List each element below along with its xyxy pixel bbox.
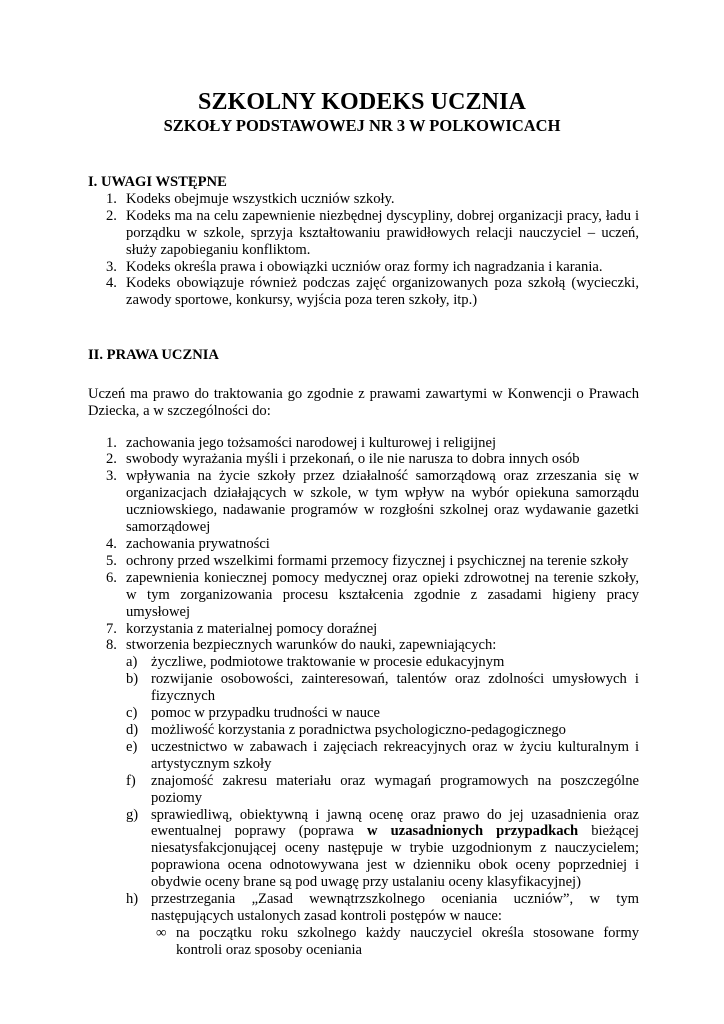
sublist-item [126,671,639,705]
list-number: 2. [106,451,117,468]
list-item-text: korzystania z materialnej pomocy doraźnej [126,620,378,637]
bullet-list [151,925,639,959]
sublist-letter: g) [126,806,139,823]
sublist-letter: f) [126,772,136,789]
list-number: 4. [106,536,117,552]
sublist-warunki [126,654,639,958]
sublist-letter: b) [126,671,139,688]
list-item [88,637,639,958]
sublist-item-text: życzliwe, podmiotowe traktowanie w procesie edukacyjnym [151,654,505,671]
list-number: 8. [106,637,117,654]
list-item-text: Kodeks określa prawa i obowiązki uczniów oraz formy ich nagradzania i karania. [126,258,603,275]
sublist-item [126,739,639,773]
list-number: 4. [106,275,117,292]
list-item [88,451,639,468]
sublist-item-text-part1: sprawiedliwą, obiektywną i jawną ocenę oraz prawo do jej uzasadnienia oraz ewentualnej poprawy (poprawa [151,806,639,840]
list-item [88,621,639,638]
list-number: 3. [106,468,117,485]
list-number: 1. [106,190,117,207]
list-item [88,208,639,259]
sublist-letter: c) [126,705,138,722]
document-subtitle: SZKOŁY PODSTAWOWEJ NR 3 W POLKOWICACH [163,116,561,135]
list-item-text: ochrony przed wszelkimi formami przemocy fizycznej i psychicznej na terenie szkoły [126,552,629,569]
list-item-text: zapewnienia koniecznej pomocy medycznej oraz opieki zdrowotnej na terenie szkoły, w tym zorganizowania procesu kształcenia zgodnie z zasadami higieny pracy umysłowej [126,569,639,620]
list-number: 5. [106,552,117,569]
list-item-text: stworzenia bezpiecznych warunków do nauki, zapewniających: [126,637,497,654]
document-body [88,170,639,959]
list-item [88,553,639,570]
sublist-letter: a) [126,654,138,671]
sublist-item [126,705,639,722]
list-item-text: wpływania na życie szkoły przez działalność samorządową oraz zrzeszania się w organizacjach działających w szkole, w tym wpływ na wybór opiekuna samorządu uczniowskiego, nadawanie programów w rozgłośni szkolnej oraz wydawanie gazetki samorządowej [126,468,639,536]
sublist-item [126,773,639,807]
list-item [88,435,639,452]
list-number: 3. [106,258,117,275]
list-number: 1. [106,434,117,451]
section1-list [88,191,639,309]
infinity-bullet-icon: ∞ [156,924,167,941]
sublist-item [126,722,639,739]
section-heading-prawa: II. PRAWA UCZNIA [88,347,219,364]
sublist-item-text: rozwijanie osobowości, zainteresowań, talentów oraz zdolności umysłowych i fizycznych [151,671,639,705]
document-title: SZKOLNY KODEKS UCZNIA [198,89,526,115]
list-item-text: Kodeks ma na celu zapewnienie niezbędnej dyscypliny, dobrej organizacji pracy, ładu i porządku w szkole, sprzyja kształtowaniu prawidłowych relacji nauczyciel – uczeń, służy zapobieganiu konfliktom. [126,207,639,258]
list-number: 6. [106,569,117,586]
sublist-item-text-part2: bieżącej niesatysfakcjonującej oceny następuje w trybie uzgodnionym z nauczycielem; poprawiona ocena odnotowywana jest w dzienniku obok oceny poprzedniej i obydwie oceny brane są pod uwagę przy ustalaniu oceny klasyfikacyjnej) [151,823,639,891]
sublist-letter: d) [126,721,139,738]
sublist-item-text: znajomość zakresu materiału oraz wymagań programowych na poszczególne poziomy [151,772,639,806]
sublist-item-text: pomoc w przypadku trudności w nauce [151,705,380,722]
list-item [88,570,639,621]
list-item-text: zachowania jego tożsamości narodowej i kulturowej i religijnej [126,434,496,451]
list-item-text: zachowania prywatności [126,536,270,552]
list-item [88,191,639,208]
list-number: 7. [106,620,117,637]
list-item [88,468,639,536]
sublist-item-text: uczestnictwo w zabawach i zajęciach rekreacyjnych oraz w życiu kulturalnym i artystycznym szkoły [151,738,639,772]
list-item-text: Kodeks obejmuje wszystkich uczniów szkoły. [126,190,395,207]
sublist-item-text-bold: w uzasadnionych przypadkach [366,823,579,840]
sublist-item-text: przestrzegania „Zasad wewnątrzszkolnego oceniania uczniów”, w tym następujących ustalonych zasad kontroli postępów w nauce: [151,891,639,924]
sublist-item [126,807,639,892]
list-item-text: swobody wyrażania myśli i przekonań, o ile nie narusza to dobra innych osób [126,451,580,468]
list-item-text: Kodeks obowiązuje również podczas zajęć organizowanych poza szkołą (wycieczki, zawody sportowe, konkursy, wyjścia poza teren szkoły, itp.) [126,275,639,309]
sublist-item [126,891,639,959]
sublist-item [126,654,639,671]
list-item [88,275,639,309]
list-item [88,536,639,553]
list-number: 2. [106,207,117,224]
sublist-item-text: możliwość korzystania z poradnictwa psychologiczno-pedagogicznego [151,721,566,738]
sublist-letter: e) [126,738,138,755]
sublist-letter: h) [126,891,139,908]
section2-list [88,435,639,959]
bullet-item [151,925,639,959]
list-item [88,259,639,276]
section-heading-uwagi: I. UWAGI WSTĘPNE [88,174,227,190]
bullet-item-text: na początku roku szkolnego każdy nauczyciel określa stosowane formy kontroli oraz sposoby oceniania [176,924,639,958]
section2-intro: Uczeń ma prawo do traktowania go zgodnie z prawami zawartymi w Konwencji o Prawach Dziecka, a w szczególności do: [88,386,639,420]
